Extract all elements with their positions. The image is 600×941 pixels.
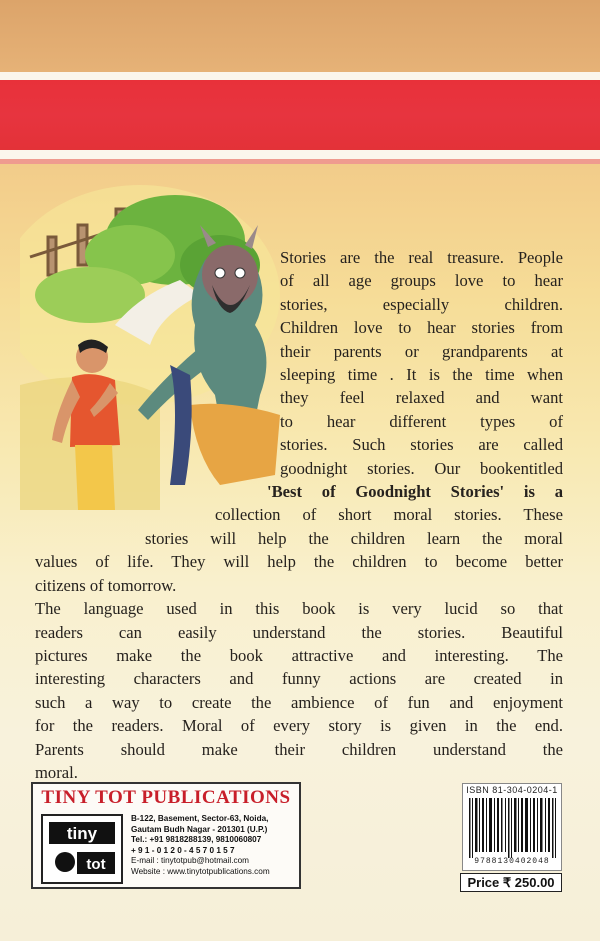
book-title-line: 'Best of Goodnight Stories' is a xyxy=(267,482,563,502)
phone-line: Tel.: +91 9818288139, 9810060807 xyxy=(131,835,262,845)
pink-stripe xyxy=(0,159,600,164)
blurb-line: of all age groups love to hear xyxy=(280,271,563,291)
blurb-line: pictures make the book attractive and interesting. The xyxy=(35,645,563,665)
red-stripe xyxy=(0,80,600,150)
blurb-line: sleeping time . It is the time when xyxy=(280,365,563,385)
publisher-logo xyxy=(41,814,123,884)
white-stripe-bottom xyxy=(0,150,600,159)
blurb-line: citizens of tomorrow. xyxy=(35,575,177,595)
blurb-line: such a way to create the ambience of fun and enjoyment xyxy=(35,692,563,712)
blurb-line: collection of short moral stories. These xyxy=(215,505,563,525)
blurb-line: stories. Such stories are called xyxy=(280,435,563,455)
address-line: Gautam Budh Nagar - 201301 (U.P.) xyxy=(131,824,268,834)
blurb-line: to hear different types of xyxy=(280,411,563,431)
blurb-line: values of life. They will help the children to become better xyxy=(35,552,563,572)
blurb-line: stories, especially children. xyxy=(280,294,563,314)
back-cover-blurb xyxy=(35,246,563,784)
barcode-icon xyxy=(467,798,557,858)
top-band xyxy=(0,0,600,72)
blurb-line: they feel relaxed and want xyxy=(280,388,563,408)
isbn-block xyxy=(462,783,562,871)
blurb-line: stories will help the children learn the moral xyxy=(145,528,563,548)
blurb-line: for the readers. Moral of every story is given in the end. xyxy=(35,716,563,736)
svg-text:tot: tot xyxy=(86,856,106,873)
address-line: B-122, Basement, Sector-63, Noida, xyxy=(131,814,269,823)
publisher-address xyxy=(131,814,299,878)
svg-text:tiny: tiny xyxy=(66,824,98,843)
publisher-box xyxy=(31,782,301,889)
blurb-line: The language used in this book is very lucid so that xyxy=(35,599,563,619)
blurb-line: goodnight stories. Our bookentitled xyxy=(280,458,563,478)
price-label: Price ₹ 250.00 xyxy=(460,873,562,892)
blurb-line: moral. xyxy=(35,762,78,782)
white-stripe-top xyxy=(0,72,600,80)
phone-line: + 9 1 - 0 1 2 0 - 4 5 7 0 1 5 7 xyxy=(131,845,235,855)
isbn-label: ISBN 81-304-0204-1 xyxy=(466,785,558,795)
email-line: E-mail : tinytotpub@hotmail.com xyxy=(131,856,249,866)
blurb-line: Children love to hear stories from xyxy=(280,318,563,338)
blurb-line: readers can easily understand the stories. Beautiful xyxy=(35,622,563,642)
publisher-name: TINY TOT PUBLICATIONS xyxy=(41,787,291,808)
blurb-line: Stories are the real treasure. People xyxy=(280,248,563,267)
blurb-line: interesting characters and funny actions are created in xyxy=(35,669,563,689)
website-line: Website : www.tinytotpublications.com xyxy=(131,866,270,876)
tiny-tot-logo-icon xyxy=(43,816,121,882)
blurb-line: Parents should make their children understand the xyxy=(35,739,563,759)
blurb-line: their parents or grandparents at xyxy=(280,341,563,361)
barcode-number: 9788130402048 xyxy=(474,857,550,866)
